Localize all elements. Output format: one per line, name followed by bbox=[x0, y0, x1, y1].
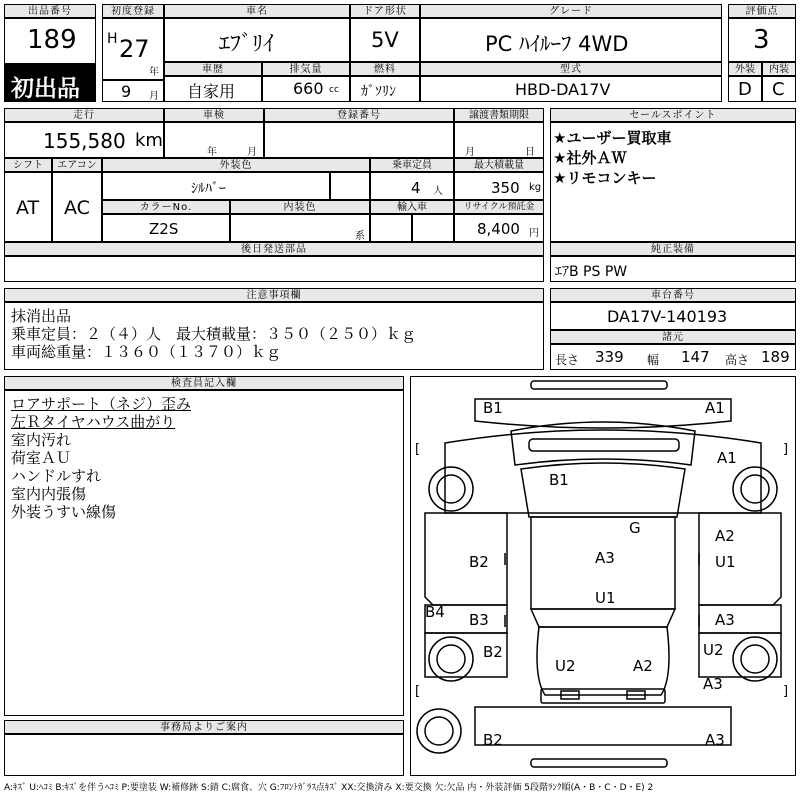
wheel-fl bbox=[429, 467, 473, 511]
reg-number-label: 登録番号 bbox=[264, 108, 454, 122]
import-label: 輸入車 bbox=[370, 200, 454, 214]
rear-window bbox=[541, 689, 665, 703]
color-no-label: カラーNo. bbox=[102, 200, 230, 214]
int-color-cell bbox=[230, 214, 370, 242]
aircon-value: AC bbox=[64, 197, 90, 219]
damage-mark: A2 bbox=[715, 527, 735, 545]
doors-value: 5V bbox=[371, 28, 399, 52]
inspector-label: 検査員記入欄 bbox=[4, 376, 404, 390]
aircon-label: エアコン bbox=[52, 158, 102, 172]
chassis-label: 車台番号 bbox=[550, 288, 796, 302]
ext-color-cell bbox=[102, 172, 330, 200]
sales-point-item: ★ユーザー買取車 bbox=[553, 129, 672, 147]
capacity-unit: 人 bbox=[433, 186, 443, 197]
grade-cell bbox=[420, 18, 722, 62]
inspector-line: 外装うすい線傷 bbox=[11, 503, 117, 521]
note-line: 抹消出品 bbox=[11, 307, 72, 325]
int-color-label: 内装色 bbox=[230, 200, 370, 214]
damage-mark: B1 bbox=[549, 471, 569, 489]
reg-year: 27 bbox=[119, 35, 150, 63]
transfer-label: 譲渡書類期限 bbox=[454, 108, 544, 122]
height-label: 高さ bbox=[725, 353, 750, 367]
svg-text:[: [ bbox=[415, 684, 421, 699]
reg-month-cell bbox=[102, 80, 164, 102]
first-reg-label: 初度登録 bbox=[102, 4, 164, 18]
sales-points-cell bbox=[550, 122, 796, 242]
inspector-line: 室内汚れ bbox=[11, 431, 72, 449]
model-cell bbox=[420, 76, 722, 102]
exterior-grade: D bbox=[738, 79, 752, 100]
mileage-unit: km bbox=[135, 130, 163, 151]
notes-cell bbox=[4, 302, 544, 370]
sales-point-item: ★社外ＡＷ bbox=[553, 149, 627, 167]
damage-mark: A3 bbox=[715, 611, 735, 629]
length-label: 長さ bbox=[555, 353, 580, 367]
damage-mark: A1 bbox=[705, 399, 725, 417]
model-value: HBD-DA17V bbox=[515, 80, 611, 99]
color-no-value: Z2S bbox=[149, 220, 179, 238]
grade-label: グレード bbox=[420, 4, 722, 18]
doors-label: ドア形状 bbox=[350, 4, 420, 18]
genuine-value: ｴｱB PS PW bbox=[555, 264, 628, 280]
ext-color-label: 外装色 bbox=[102, 158, 370, 172]
lot-number-cell bbox=[4, 18, 96, 64]
mileage-cell bbox=[4, 122, 164, 158]
inspector-line: 荷室ＡＵ bbox=[11, 449, 72, 467]
inspector-line: 左Ｒタイヤハウス曲がり bbox=[11, 413, 176, 431]
spare-wheel bbox=[417, 709, 461, 753]
genuine-label: 純正装備 bbox=[550, 242, 796, 256]
inspection-label: 車検 bbox=[164, 108, 264, 122]
fuel-value: ｶﾞｿﾘﾝ bbox=[361, 84, 396, 100]
damage-mark: U1 bbox=[595, 589, 616, 607]
rear-bumper-bottom bbox=[531, 759, 667, 767]
transfer-day-unit: 日 bbox=[525, 147, 535, 158]
displacement-label: 排気量 bbox=[262, 62, 350, 76]
dims-label: 諸元 bbox=[550, 330, 796, 344]
damage-mark: B1 bbox=[483, 399, 503, 417]
max-load-value: 350 bbox=[491, 179, 520, 197]
right-rear-door bbox=[699, 605, 781, 633]
genuine-cell bbox=[550, 256, 796, 282]
fuel-cell bbox=[350, 76, 420, 102]
model-label: 型式 bbox=[420, 62, 722, 76]
svg-text:]: ] bbox=[783, 684, 789, 699]
dims-cell bbox=[550, 344, 796, 370]
car-name: ｴﾌﾞﾘｲ bbox=[219, 32, 275, 57]
exterior-grade-cell bbox=[728, 76, 762, 102]
office-label: 事務局よりご案内 bbox=[4, 720, 404, 734]
score-value: 3 bbox=[753, 25, 770, 55]
month-unit: 月 bbox=[149, 91, 159, 102]
wheel-rr bbox=[733, 637, 777, 681]
max-load-cell bbox=[454, 172, 544, 200]
height-value: 189 bbox=[761, 348, 790, 366]
max-load-label: 最大積載量 bbox=[454, 158, 544, 172]
score-cell bbox=[728, 18, 796, 62]
note-line: 乗車定員：２（４）人 最大積載量：３５０（２５０）ｋｇ bbox=[11, 325, 417, 343]
lot-number: 189 bbox=[27, 25, 77, 55]
shift-label: シフト bbox=[4, 158, 52, 172]
history-cell bbox=[164, 76, 262, 102]
inspector-cell bbox=[4, 390, 404, 716]
inspector-line: 室内内張傷 bbox=[11, 485, 87, 503]
damage-mark: B2 bbox=[483, 731, 503, 749]
notes-label: 注意事項欄 bbox=[4, 288, 544, 302]
displacement-cell bbox=[262, 76, 350, 102]
wheel-fr bbox=[733, 467, 777, 511]
inspector-line: ハンドルすれ bbox=[11, 467, 102, 485]
front-bumper bbox=[475, 399, 731, 428]
lot-label: 出品番号 bbox=[4, 4, 96, 18]
damage-mark: A2 bbox=[633, 657, 653, 675]
later-parts-label: 後日発送部品 bbox=[4, 242, 544, 256]
doors-cell bbox=[350, 18, 420, 62]
damage-mark: B2 bbox=[483, 643, 503, 661]
max-load-unit: kg bbox=[529, 182, 542, 193]
history-label: 車歴 bbox=[164, 62, 262, 76]
right-front-door bbox=[699, 513, 781, 605]
ext-color-value: ｼﾙﾊﾞｰ bbox=[191, 181, 226, 197]
damage-diagram-frame bbox=[410, 376, 796, 776]
year-unit: 年 bbox=[149, 67, 159, 78]
car-name-label: 車名 bbox=[164, 4, 350, 18]
damage-mark: G bbox=[629, 519, 641, 537]
inspection-cell bbox=[164, 122, 264, 158]
mileage-label: 走行 bbox=[4, 108, 164, 122]
front-bumper-top bbox=[531, 381, 667, 389]
sales-points-label: セールスポイント bbox=[550, 108, 796, 122]
office-cell bbox=[4, 734, 404, 776]
chassis-value: DA17V-140193 bbox=[607, 307, 728, 326]
damage-mark: A1 bbox=[717, 449, 737, 467]
recycle-cell bbox=[454, 214, 544, 242]
damage-mark: A3 bbox=[703, 675, 723, 693]
damage-mark: A3 bbox=[595, 549, 615, 567]
interior-grade: C bbox=[772, 79, 785, 100]
interior-grade-label: 内装 bbox=[762, 62, 796, 76]
note-line: 車両総重量：１３６０（１３７０）ｋｇ bbox=[11, 343, 282, 361]
transfer-cell bbox=[454, 122, 544, 158]
first-listing-badge bbox=[4, 64, 96, 102]
length-value: 339 bbox=[595, 348, 624, 366]
inspector-line: ロアサポート（ネジ）歪み bbox=[11, 395, 192, 413]
grade-value: PC ﾊｲﾙｰﾌ 4WD bbox=[485, 32, 629, 56]
reg-month: 9 bbox=[121, 82, 132, 101]
svg-text:]: ] bbox=[783, 442, 789, 457]
shift-cell bbox=[4, 172, 52, 242]
left-front-door bbox=[425, 513, 507, 605]
later-parts-cell bbox=[4, 256, 544, 282]
rear-glass-top bbox=[531, 609, 675, 627]
score-label: 評価点 bbox=[728, 4, 796, 18]
damage-mark: U2 bbox=[555, 657, 576, 675]
sales-point-item: ★リモコンキー bbox=[553, 169, 657, 187]
recycle-label: リサイクル預託金 bbox=[454, 200, 544, 214]
transfer-month-unit: 月 bbox=[465, 147, 475, 158]
width-label: 幅 bbox=[647, 353, 660, 367]
damage-mark: B2 bbox=[469, 553, 489, 571]
mileage-value: 155,580 bbox=[43, 129, 126, 153]
legend-text: A:ｷｽﾞ U:ﾍｺﾐ B:ｷｽﾞを伴うﾍｺﾐ P:要塗装 W:補修跡 S:錆 C:腐食、穴 G:ﾌﾛﾝﾄｶﾞﾗｽ点ｷｽﾞ XX:交換済み X:要交換 欠:欠品 内・外装評価 5段階ﾗﾝｸ順(A・B・C・D・E) 2 bbox=[4, 783, 654, 793]
exterior-grade-label: 外装 bbox=[728, 62, 762, 76]
fuel-label: 燃料 bbox=[350, 62, 420, 76]
svg-text:[: [ bbox=[415, 442, 421, 457]
chassis-cell bbox=[550, 302, 796, 330]
inspection-month-unit: 月 bbox=[247, 147, 257, 158]
interior-grade-cell bbox=[762, 76, 796, 102]
dash bbox=[529, 439, 679, 451]
damage-mark: U1 bbox=[715, 553, 736, 571]
ext-color-extra-cell bbox=[330, 172, 370, 200]
damage-mark: A3 bbox=[705, 731, 725, 749]
aircon-cell bbox=[52, 172, 102, 242]
recycle-value: 8,400 bbox=[477, 220, 520, 238]
import-cell-1 bbox=[370, 214, 412, 242]
damage-mark: B4 bbox=[425, 603, 445, 621]
width-value: 147 bbox=[681, 348, 710, 366]
shift-value: AT bbox=[16, 197, 40, 219]
displacement-value: 660 bbox=[293, 79, 324, 98]
color-no-cell bbox=[102, 214, 230, 242]
front-body-outline bbox=[445, 430, 761, 513]
int-color-suffix: 系 bbox=[355, 231, 365, 242]
capacity-value: 4 bbox=[411, 179, 421, 197]
wheel-rl bbox=[429, 637, 473, 681]
damage-mark: U2 bbox=[703, 641, 724, 659]
car-diagram bbox=[411, 377, 795, 775]
import-cell-2 bbox=[412, 214, 454, 242]
hood-roof bbox=[521, 463, 685, 517]
capacity-cell bbox=[370, 172, 454, 200]
rear-bumper bbox=[475, 707, 731, 745]
capacity-label: 乗車定員 bbox=[370, 158, 454, 172]
inspection-year-unit: 年 bbox=[207, 147, 217, 158]
damage-mark: B3 bbox=[469, 611, 489, 629]
reg-number-cell bbox=[264, 122, 454, 158]
first-listing-text: 初出品 bbox=[11, 76, 80, 102]
history-value: 自家用 bbox=[187, 82, 236, 101]
displacement-unit: cc bbox=[329, 85, 339, 95]
recycle-unit: 円 bbox=[529, 228, 539, 239]
era: H bbox=[107, 31, 118, 47]
car-name-cell bbox=[164, 18, 350, 62]
first-reg-cell bbox=[102, 18, 164, 80]
